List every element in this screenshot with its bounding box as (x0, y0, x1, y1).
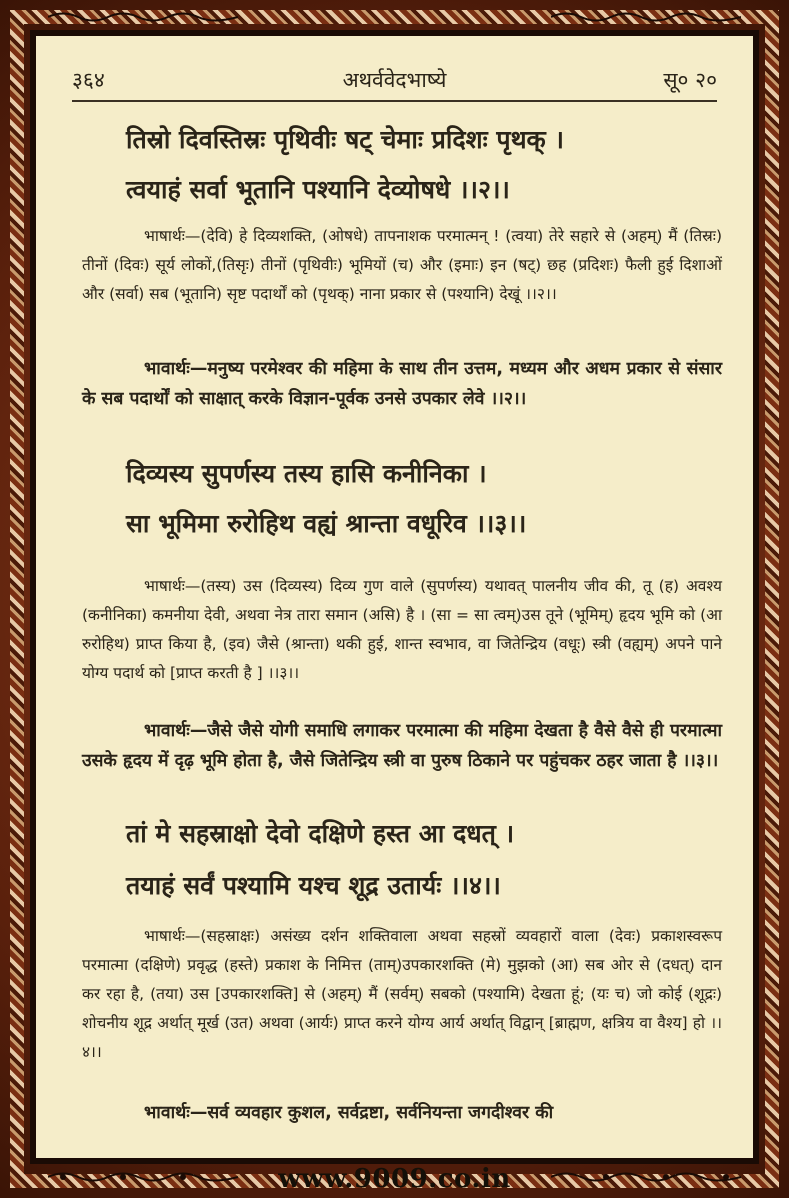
mantra-line: त्वयाहं सर्वा भूतानि पश्यानि देव्योषधे ।।२।। (126, 175, 510, 204)
flourish-ornament (48, 10, 238, 24)
bhasharth-paragraph: भाषार्थः—(सहस्राक्षः) असंख्य दर्शन शक्तिवाला अथवा सहस्रों व्यवहारों वाला (देवः) प्रकाशस्वरूप परमात्मा (दक्षिणे) प्रवृद्ध (हस्ते) प्रकाश के निमित्त (ताम्)उपकारशक्ति (मे) मुझको (आ) सब ओर से (दधत्) दान कर रहा है, (तया) उस [उपकारशक्ति] से (अहम्) मैं (सर्वम्) सबको (पश्यामि) देखता हूं; (यः च) जो कोई (शूद्रः) शोचनीय शूद्र अर्थात् मूर्ख (उत) अथवा (आर्यः) प्राप्त करने योग्य आर्य अर्थात् विद्वान् [ब्राह्मण, क्षत्रिय वा वैश्य] हो ।।४।। (82, 927, 722, 1061)
flourish-ornament (551, 10, 741, 24)
bhavarth-paragraph: भावार्थः—जैसे जैसे योगी समाधि लगाकर परमात्मा की महिमा देखता है वैसे वैसे ही परमात्मा उसके हृदय में दृढ़ भूमि होता है, जैसे जितेन्द्रिय स्त्री वा पुरुष ठिकाने पर पहुंचकर ठहर जाता है ।।३।। (82, 721, 722, 771)
bhasharth-paragraph: भाषार्थः—(देवि) हे दिव्यशक्ति, (ओषधे) तापनाशक परमात्मन् ! (त्वया) तेरे सहारे से (अहम्) मैं (तिस्रः) तीनों (दिवः) सूर्य लोकों,(तिसृः) तीनों (पृथिवीः) भूमियों (च) और (इमाः) इन (षट्) छह (प्रदिशः) फैली हुई दिशाओं और (सर्वा) सब (भूतानि) सृष्ट पदार्थों को (पृथक्) नाना प्रकार से (पश्यानि) देखूं ।।२।। (82, 227, 722, 303)
bhavarth-paragraph: भावार्थः—सर्व व्यवहार कुशल, सर्वद्रष्टा, सर्वनियन्ता जगदीश्वर की (144, 1103, 554, 1123)
page-number: ३६४ (72, 68, 105, 92)
mantra-line: सा भूमिमा रुरोहिथ वह्यं श्रान्ता वधूरिव ।।३।। (126, 509, 527, 538)
bhasharth-paragraph: भाषार्थः—(तस्य) उस (दिव्यस्य) दिव्य गुण वाले (सुपर्णस्य) यथावत् पालनीय जीव की, तू (ह) अवश्य (कनीनिका) कमनीया देवी, अथवा नेत्र तारा समान (असि) है । (सा = सा त्वम्)उस तूने (भूमिम्) हृदय भूमि को (आ रुरोहिथ) प्राप्त किया है, (इव) जैसे (श्रान्ता) थकी हुई, शान्त स्वभाव, वा जितेन्द्रिय (वधूः) स्त्री (वह्यम्) अपने पाने योग्य पदार्थ को [प्राप्त करती है ] ।।३।। (82, 577, 722, 682)
scanned-page (36, 36, 753, 1158)
mantra-line: तिस्रो दिवस्तिस्रः पृथिवीः षट् चेमाः प्रदिशः पृथक् । (126, 125, 564, 154)
page-header (72, 66, 717, 102)
website-watermark: www.9009.co.in (278, 1164, 511, 1194)
bhavarth-paragraph: भावार्थः—मनुष्य परमेश्वर की महिमा के साथ तीन उत्तम, मध्यम और अधम प्रकार से संसार के सब पदार्थों को साक्षात् करके विज्ञान-पूर्वक उनसे उपकार लेवे ।।२।। (82, 359, 722, 409)
mantra-line: दिव्यस्य सुपर्णस्य तस्य हासि कनीनिका । (126, 459, 487, 488)
mantra-line: तयाहं सर्वं पश्यामि यश्च शूद्र उतार्यः ।।४।। (126, 871, 501, 900)
sukta-number: सू० २० (663, 68, 717, 92)
mantra-line: तां मे सहस्राक्षो देवो दक्षिणे हस्त आ दधत् । (126, 819, 515, 848)
book-title: अथर्ववेदभाष्ये (342, 68, 447, 92)
